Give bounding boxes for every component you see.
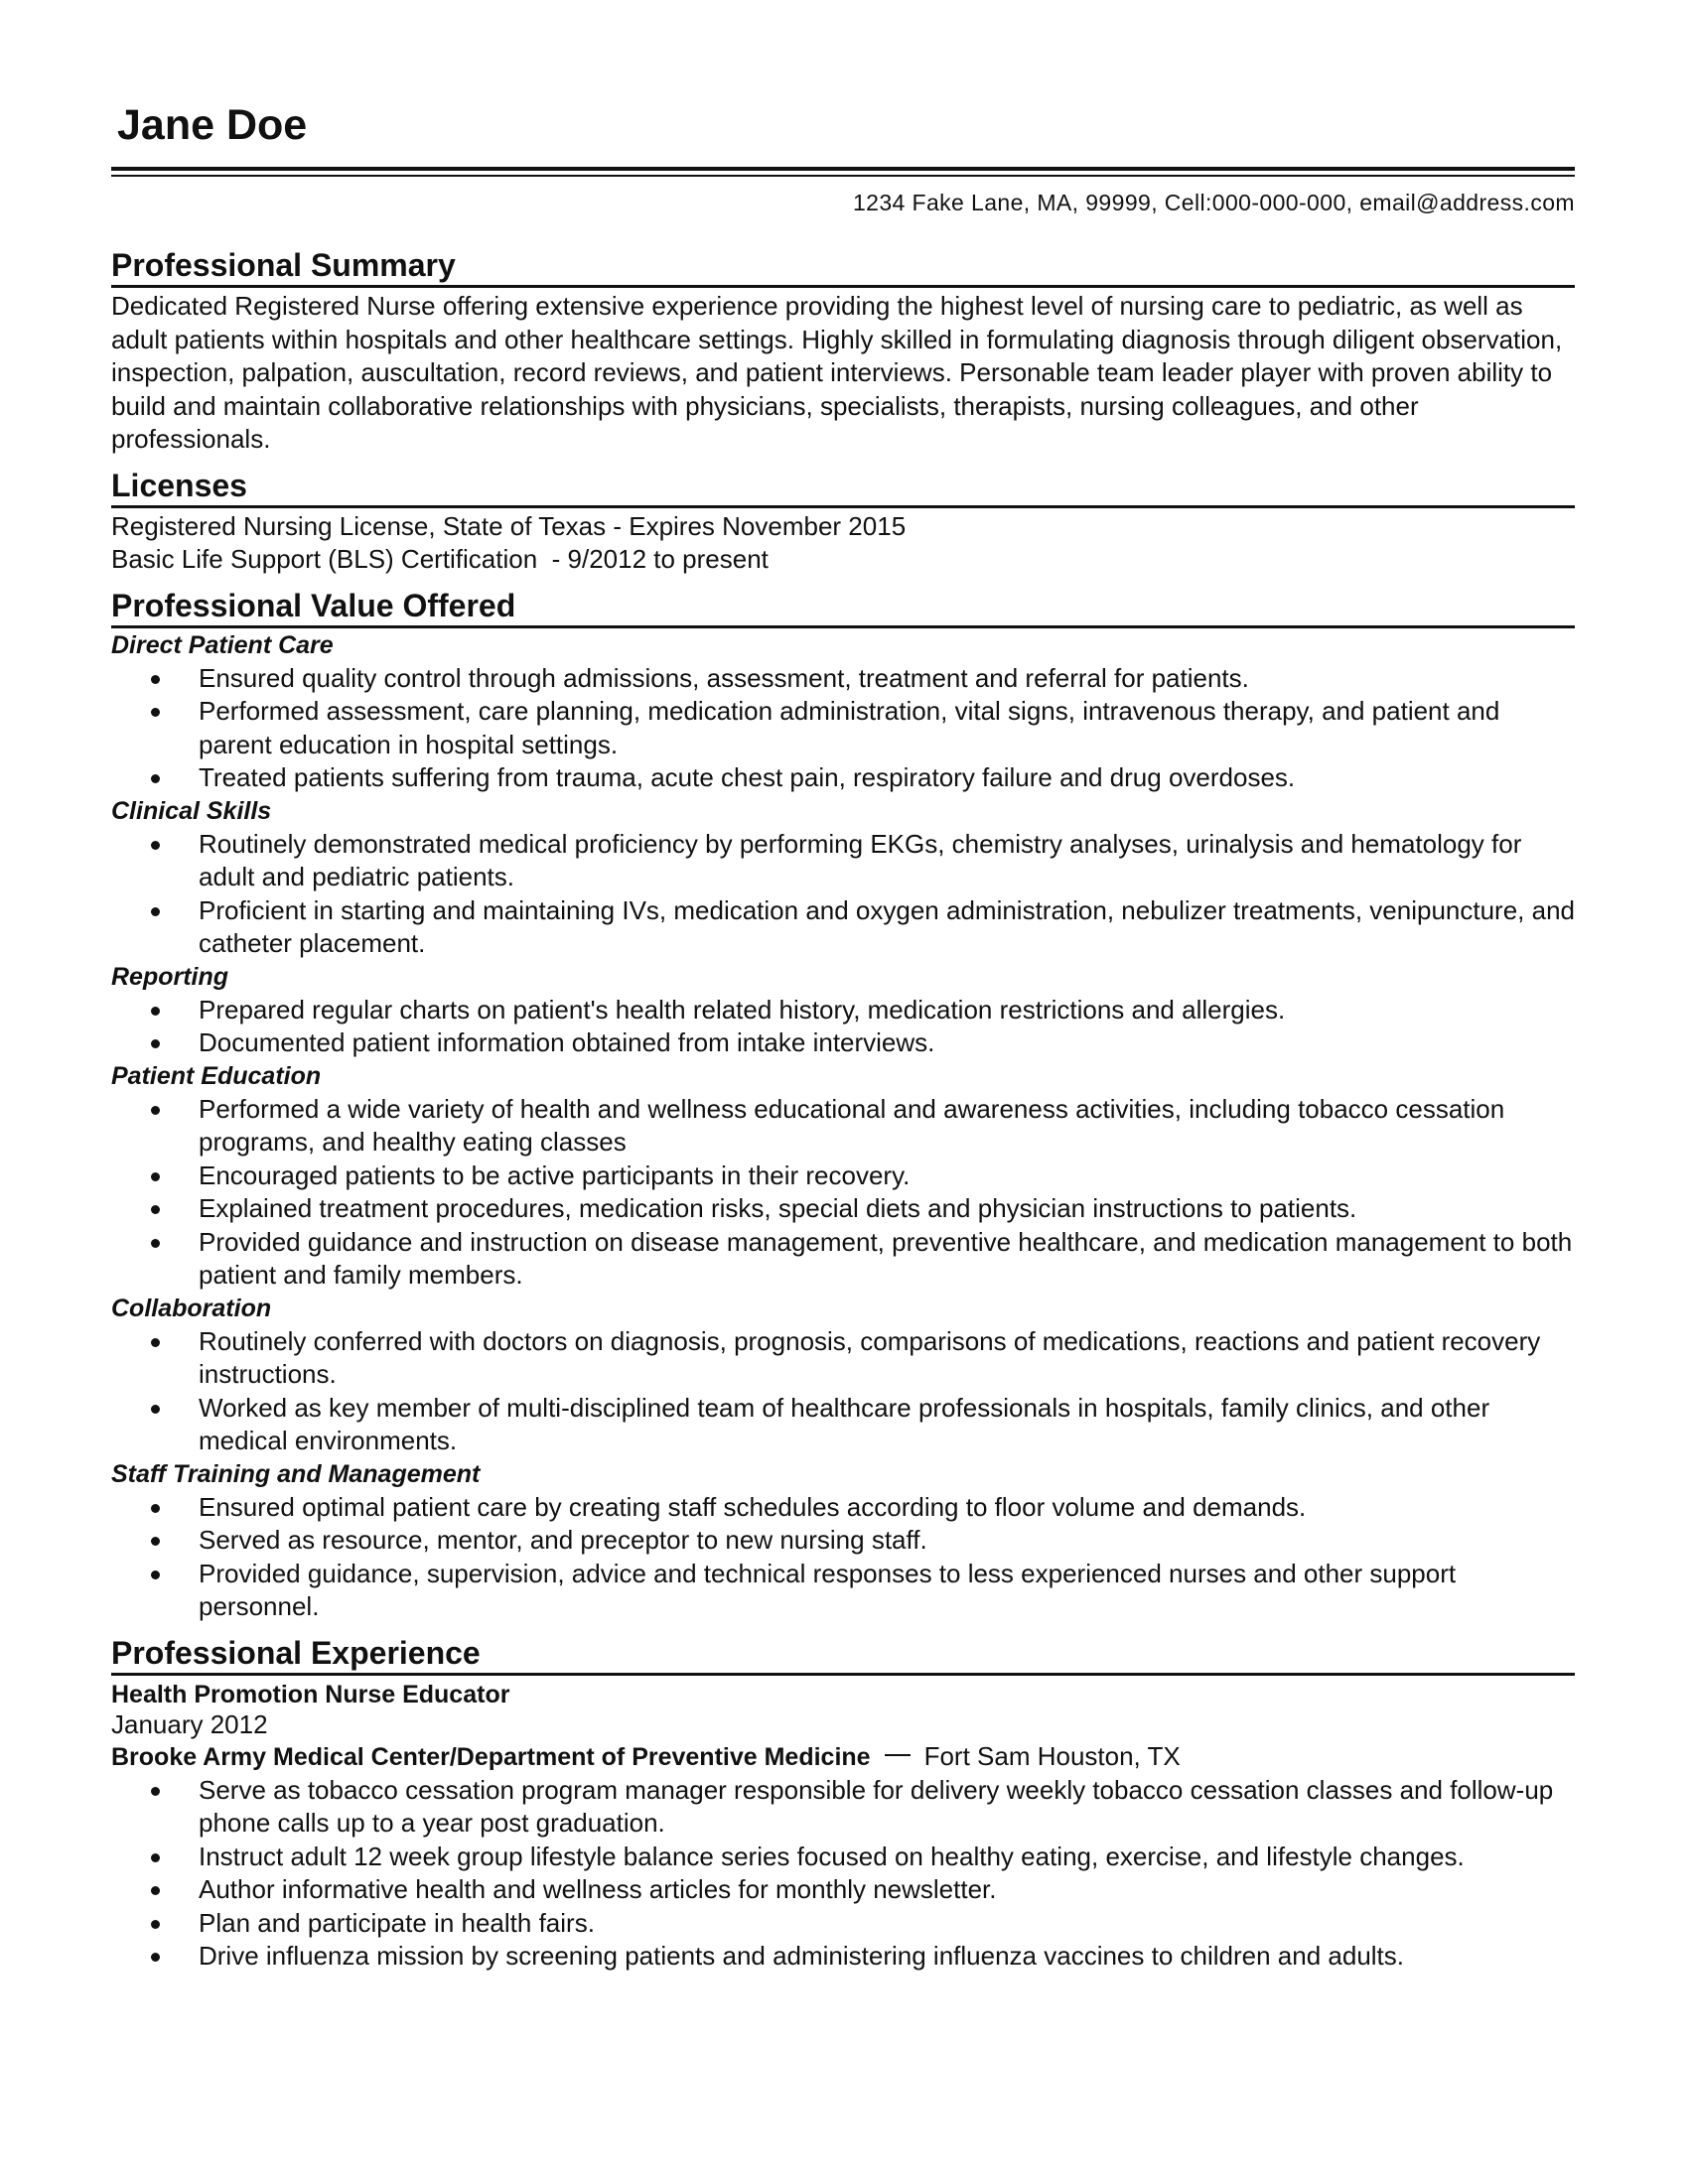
bullet-icon <box>151 1039 160 1048</box>
licenses-heading: Licenses <box>111 467 247 503</box>
job-employer-line <box>111 1740 1575 1774</box>
value-group-patient-education <box>111 1060 1575 1293</box>
list-item-text: Drive influenza mission by screening patients and administering influenza vaccines to children and adults. <box>199 1941 1405 1971</box>
job-employer: Brooke Army Medical Center/Department of Preventive Medicine <box>111 1742 871 1771</box>
bullet-icon <box>151 907 160 916</box>
bullet-icon <box>151 1504 160 1513</box>
list-item-text: Routinely conferred with doctors on diagnosis, prognosis, comparisons of medications, reactions and patient recovery instructions. <box>199 1325 1541 1389</box>
list-item-text: Routinely demonstrated medical proficiency by performing EKGs, chemistry analyses, urinalysis and hematology for adult and pediatric patients. <box>199 828 1522 891</box>
group-title: Staff Training and Management <box>111 1459 481 1488</box>
list-item <box>111 1873 1575 1907</box>
list-item-text: Proficient in starting and maintaining IVs, medication and oxygen administration, nebulizer treatments, venipuncture, and catheter placement. <box>199 894 1575 958</box>
list-item-text: Serve as tobacco cessation program manager responsible for delivery weekly tobacco cessation classes and follow-up phone calls up to a year post graduation. <box>199 1774 1554 1838</box>
group-title: Reporting <box>111 962 229 991</box>
list-item <box>111 1192 1575 1226</box>
list-item <box>111 1491 1575 1525</box>
list-item <box>111 894 1575 961</box>
list-item-text: Provided guidance, supervision, advice and technical responses to less experienced nurses and other support personnel. <box>199 1558 1457 1621</box>
list-item <box>111 828 1575 894</box>
list-item <box>111 1524 1575 1558</box>
value-group-direct-patient-care <box>111 629 1575 795</box>
header-rule-thin <box>111 175 1575 177</box>
bullet-icon <box>151 675 160 684</box>
bullet-icon <box>151 708 160 717</box>
list-item-text: Ensured optimal patient care by creating staff schedules according to floor volume and demands. <box>199 1491 1307 1522</box>
bullet-icon <box>151 1172 160 1181</box>
group-title: Direct Patient Care <box>111 630 334 659</box>
list-item-text: Served as resource, mentor, and preceptor to new nursing staff. <box>199 1525 927 1555</box>
job-entry <box>111 1681 1575 1974</box>
list-item-text: Plan and participate in health fairs. <box>199 1907 595 1938</box>
list-item-text: Encouraged patients to be active participants in their recovery. <box>199 1160 911 1190</box>
resume-page <box>111 99 1575 1974</box>
experience-section <box>111 1634 1575 1974</box>
value-group-reporting <box>111 961 1575 1060</box>
experience-rule <box>111 1673 1575 1676</box>
list-item <box>111 761 1575 795</box>
group-title: Patient Education <box>111 1061 322 1090</box>
bullet-icon <box>151 774 160 783</box>
bullet-icon <box>151 1537 160 1546</box>
list-item-text: Documented patient information obtained from intake interviews. <box>199 1027 935 1057</box>
list-item <box>111 994 1575 1027</box>
bullet-icon <box>151 1953 160 1962</box>
bullet-icon <box>151 1239 160 1248</box>
list-item-text: Worked as key member of multi-disciplined team of healthcare professionals in hospitals, family clinics, and other medical environments. <box>199 1392 1490 1455</box>
summary-text: Dedicated Registered Nurse offering extensive experience providing the highest level of nursing care to pediatric, as well as adult patients within hospitals and other healthcare settings. Highly skilled in formulating diagnosis through diligent observation, inspection, palpation, auscultation, record reviews, and patient interviews. Personable team leader player with proven ability to build and maintain collaborative relationships with physicians, specialists, therapists, nursing colleagues, and other professionals. <box>111 291 1563 454</box>
contact-line: 1234 Fake Lane, MA, 99999, Cell:000-000-000, email@address.com <box>852 190 1575 215</box>
resume-header <box>111 99 1575 217</box>
list-item <box>111 1026 1575 1060</box>
group-title: Collaboration <box>111 1294 272 1322</box>
header-rule-thick <box>111 167 1575 171</box>
bullet-icon <box>151 1787 160 1796</box>
list-item <box>111 1160 1575 1193</box>
list-item <box>111 662 1575 696</box>
bullet-icon <box>151 1106 160 1115</box>
job-title: Health Promotion Nurse Educator <box>111 1680 510 1708</box>
list-item-text: Prepared regular charts on patient's health related history, medication restrictions and allergies. <box>199 994 1286 1024</box>
job-date: January 2012 <box>111 1708 268 1739</box>
licenses-rule <box>111 505 1575 508</box>
list-item-text: Author informative health and wellness articles for monthly newsletter. <box>199 1874 997 1904</box>
value-section <box>111 587 1575 1624</box>
list-item <box>111 1226 1575 1293</box>
list-item <box>111 1774 1575 1841</box>
value-group-clinical-skills <box>111 795 1575 961</box>
list-item-text: Treated patients suffering from trauma, acute chest pain, respiratory failure and drug overdoses. <box>199 762 1296 792</box>
list-item <box>111 1841 1575 1874</box>
list-item-text: Performed assessment, care planning, medication administration, vital signs, intravenous therapy, and patient and parent education in hospital settings. <box>199 696 1500 759</box>
bullet-icon <box>151 841 160 850</box>
list-item-text: Explained treatment procedures, medication risks, special diets and physician instructions to patients. <box>199 1193 1357 1223</box>
list-item-text: Performed a wide variety of health and wellness educational and awareness activities, including tobacco cessation programs, and healthy eating classes <box>199 1093 1505 1157</box>
list-item <box>111 1940 1575 1974</box>
list-item <box>111 1907 1575 1941</box>
list-item-text: Ensured quality control through admissions, assessment, treatment and referral for patients. <box>199 662 1249 693</box>
license-item: Registered Nursing License, State of Texas - Expires November 2015 <box>111 510 907 541</box>
licenses-section <box>111 467 1575 577</box>
bullet-icon <box>151 1853 160 1862</box>
value-heading: Professional Value Offered <box>111 587 516 623</box>
summary-heading: Professional Summary <box>111 247 456 283</box>
bullet-icon <box>151 1570 160 1579</box>
value-group-collaboration <box>111 1293 1575 1458</box>
bullet-icon <box>151 1205 160 1214</box>
candidate-name: Jane Doe <box>117 101 308 149</box>
dash-separator <box>885 1754 911 1756</box>
experience-heading: Professional Experience <box>111 1634 481 1671</box>
bullet-icon <box>151 1886 160 1895</box>
list-item <box>111 1325 1575 1392</box>
value-group-staff-training <box>111 1458 1575 1624</box>
list-item <box>111 1093 1575 1160</box>
summary-section <box>111 246 1575 457</box>
bullet-icon <box>151 1405 160 1414</box>
group-title: Clinical Skills <box>111 796 272 825</box>
value-rule <box>111 625 1575 628</box>
list-item <box>111 1392 1575 1458</box>
list-item <box>111 1558 1575 1624</box>
license-item: Basic Life Support (BLS) Certification - 9/2012 to present <box>111 544 769 574</box>
bullet-icon <box>151 1338 160 1347</box>
list-item-text: Provided guidance and instruction on disease management, preventive healthcare, and medication management to both patient and family members. <box>199 1226 1573 1290</box>
bullet-icon <box>151 1920 160 1929</box>
summary-rule <box>111 285 1575 288</box>
bullet-icon <box>151 1007 160 1016</box>
job-location: Fort Sam Houston, TX <box>923 1740 1181 1771</box>
list-item-text: Instruct adult 12 week group lifestyle balance series focused on healthy eating, exercise, and lifestyle changes. <box>199 1841 1465 1871</box>
list-item <box>111 695 1575 761</box>
